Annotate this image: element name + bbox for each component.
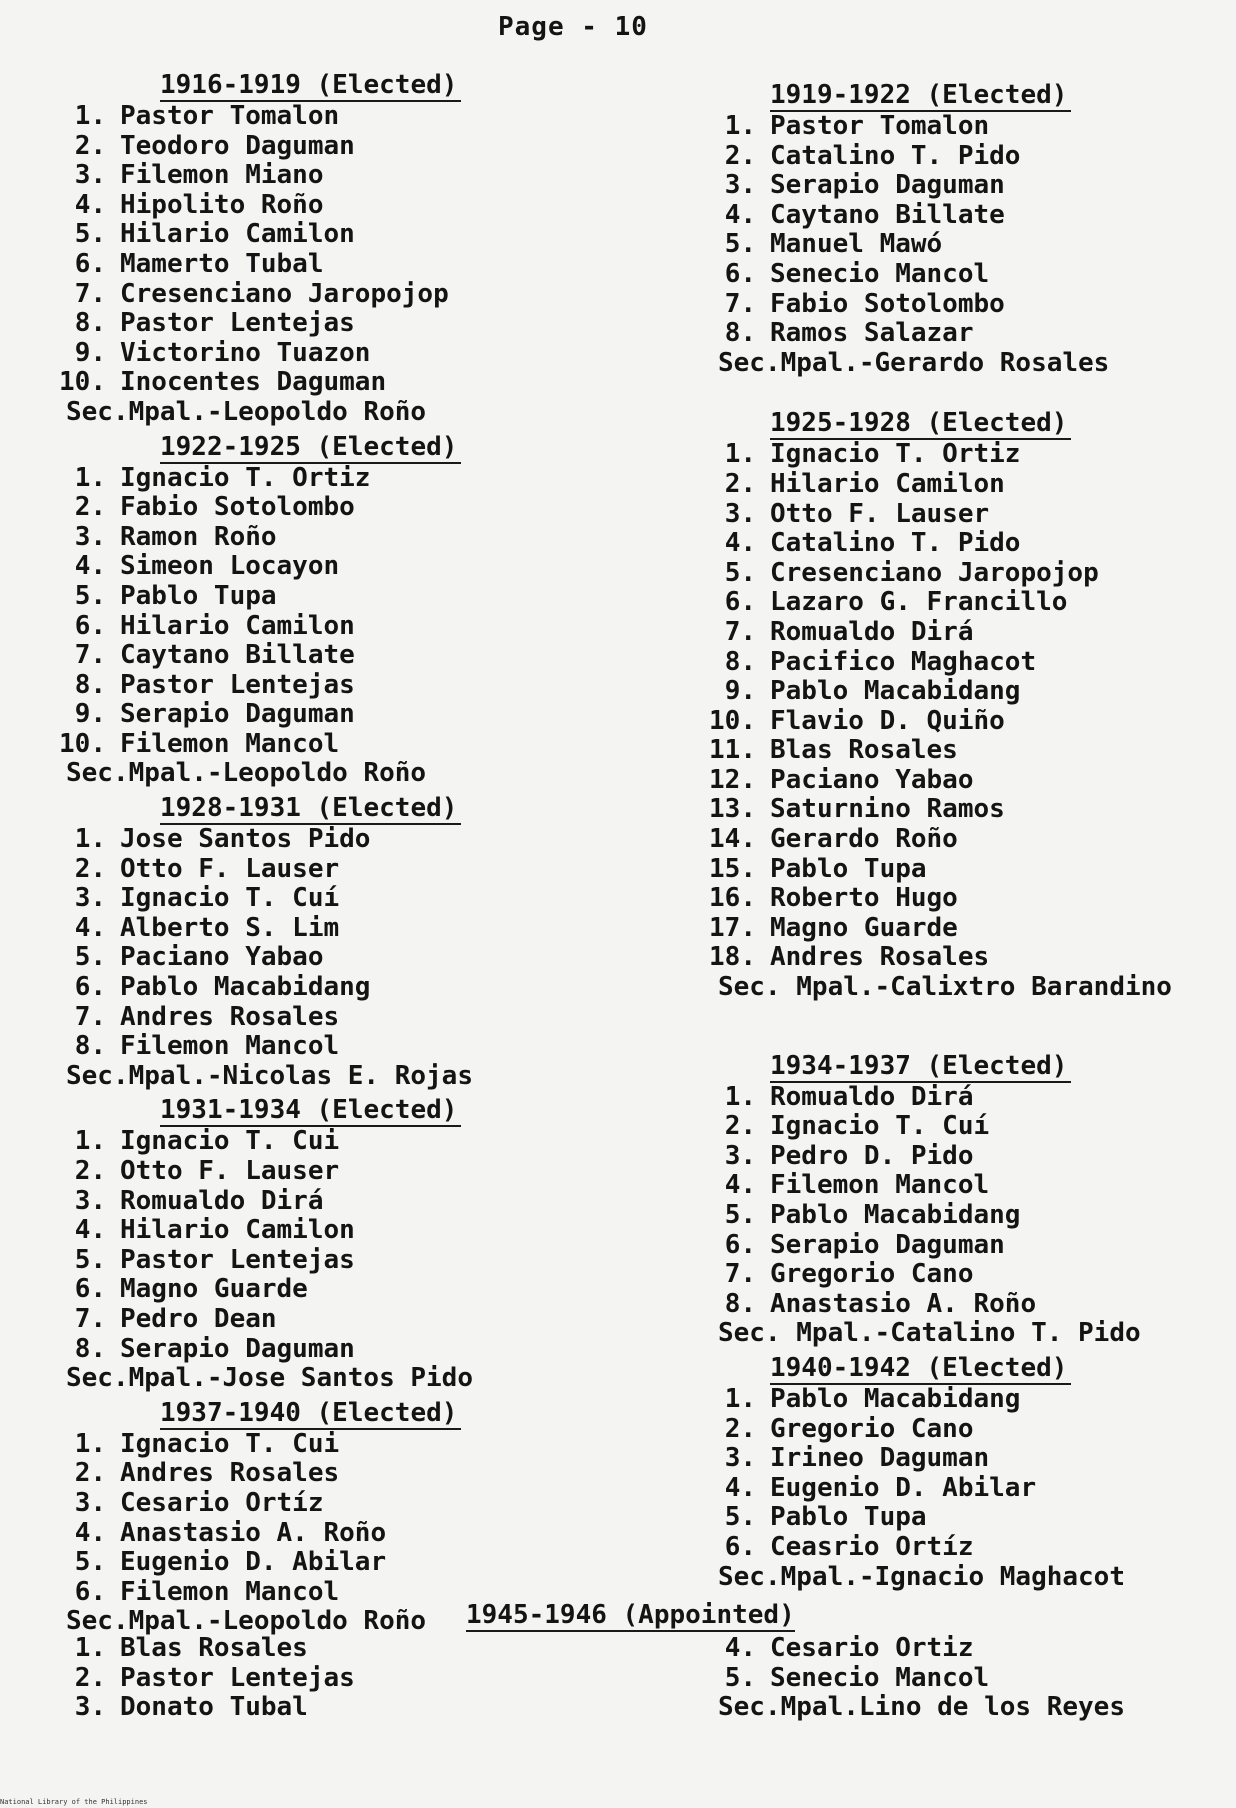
member-number: 8.: [724, 1288, 756, 1319]
member-name: Paciano Yabao: [770, 764, 974, 795]
member-name: Magno Guarde: [770, 912, 958, 943]
member-number: 4.: [74, 912, 106, 943]
member-row: [50, 1187, 610, 1217]
member-row: [700, 142, 1236, 172]
member-number: 2.: [74, 1458, 106, 1489]
member-name: Simeon Locayon: [120, 551, 340, 582]
member-number: 1.: [74, 1126, 106, 1157]
member-number: 6.: [74, 1576, 106, 1607]
member-number: 6.: [74, 248, 106, 279]
member-row: [50, 1693, 610, 1723]
member-name: Catalino T. Pido: [770, 140, 1021, 171]
term-heading: 1925-1928 (Elected): [770, 408, 1071, 440]
member-row: [50, 1246, 610, 1276]
member-name: Pastor Lentejas: [120, 1662, 355, 1693]
member-name: Romualdo Dirá: [770, 1081, 974, 1112]
member-number: 5.: [74, 942, 106, 973]
member-name: Anastasio A. Roño: [120, 1517, 387, 1548]
member-row: [700, 884, 1236, 914]
member-number: 6.: [724, 1531, 756, 1562]
municipal-secretary: Sec. Mpal.-Catalino T. Pido: [718, 1318, 1141, 1349]
archive-footer: National Library of the Philippines: [0, 1798, 148, 1806]
member-name: Ignacio T. Cuí: [120, 883, 340, 914]
member-number: 7.: [74, 640, 106, 671]
right-column: [700, 80, 1236, 1596]
member-name: Filemon Mancol: [120, 1576, 340, 1607]
member-row: [50, 825, 610, 855]
member-name: Roberto Hugo: [770, 883, 958, 914]
member-row: [700, 230, 1236, 260]
member-number: 3.: [74, 160, 106, 191]
member-row: [50, 1519, 610, 1549]
member-number: 2.: [74, 853, 106, 884]
member-name: Senecio Mancol: [770, 258, 990, 289]
member-number: 5.: [74, 1244, 106, 1275]
member-name: Pedro Dean: [120, 1303, 277, 1334]
member-name: Serapio Daguman: [770, 170, 1005, 201]
member-name: Mamerto Tubal: [120, 248, 324, 279]
member-name: Blas Rosales: [120, 1633, 308, 1663]
member-row: [50, 1459, 610, 1489]
member-name: Pablo Tupa: [770, 1502, 927, 1533]
term-heading: 1919-1922 (Elected): [770, 80, 1071, 112]
member-row: [700, 1533, 1236, 1563]
member-row: [50, 1335, 610, 1365]
member-name: Pedro D. Pido: [770, 1140, 974, 1171]
member-name: Inocentes Daguman: [120, 367, 387, 398]
member-number: 8.: [74, 1031, 106, 1062]
member-name: Catalino T. Pido: [770, 528, 1021, 559]
member-name: Flavio D. Quiño: [770, 705, 1005, 736]
member-row: [50, 493, 610, 523]
member-number: 10.: [709, 705, 756, 736]
member-number: 2.: [724, 140, 756, 171]
member-number: 3.: [74, 521, 106, 552]
final-section-left-list: [50, 1634, 610, 1723]
member-name: Hipolito Roño: [120, 189, 324, 220]
member-name: Gerardo Roño: [770, 824, 958, 855]
member-row: [700, 795, 1236, 825]
member-row: [700, 260, 1236, 290]
member-row: [50, 943, 610, 973]
member-name: Filemon Miano: [120, 160, 324, 191]
municipal-secretary: Sec.Mpal.-Jose Santos Pido: [66, 1363, 473, 1394]
municipal-secretary: Sec.Mpal.-Leopoldo Roño: [66, 396, 427, 427]
member-row: [700, 529, 1236, 559]
member-name: Gregorio Cano: [770, 1413, 974, 1444]
member-number: 1.: [724, 439, 756, 470]
member-name: Serapio Daguman: [120, 699, 355, 730]
member-number: 1.: [74, 1428, 106, 1459]
member-number: 11.: [709, 735, 756, 766]
member-row: [50, 368, 610, 398]
page-label: Page - 10: [498, 12, 648, 42]
member-name: Otto F. Lauser: [120, 853, 340, 884]
member-number: 2.: [724, 468, 756, 499]
member-row: [700, 1474, 1236, 1504]
member-number: 3.: [74, 883, 106, 914]
member-name: Manuel Mawó: [770, 229, 943, 260]
member-row: [50, 339, 610, 369]
member-row: [50, 914, 610, 944]
member-name: Ramon Roño: [120, 521, 277, 552]
member-name: Eugenio D. Abilar: [770, 1472, 1037, 1503]
member-number: 18.: [709, 942, 756, 973]
member-name: Pablo Macabidang: [770, 1383, 1021, 1414]
member-number: 6.: [74, 610, 106, 641]
member-number: 12.: [709, 764, 756, 795]
member-name: Senecio Mancol: [770, 1662, 990, 1693]
member-name: Ignacio T. Cui: [120, 1126, 340, 1157]
member-row: [50, 700, 610, 730]
member-name: Ignacio T. Cui: [120, 1428, 340, 1459]
member-number: 7.: [74, 278, 106, 309]
member-name: Hilario Camilon: [120, 219, 355, 250]
member-number: 1.: [74, 1633, 106, 1663]
member-name: Caytano Billate: [120, 640, 355, 671]
member-number: 1.: [74, 462, 106, 493]
member-row: [50, 1548, 610, 1578]
member-name: Pablo Tupa: [120, 580, 277, 611]
member-name: Otto F. Lauser: [120, 1156, 340, 1186]
term-section: [700, 408, 1236, 1002]
member-number: 8.: [74, 1333, 106, 1364]
member-row: [50, 102, 610, 132]
term-heading: 1922-1925 (Elected): [160, 432, 461, 464]
member-name: Hilario Camilon: [120, 610, 355, 641]
member-number: 9.: [724, 676, 756, 707]
term-heading: 1928-1931 (Elected): [160, 793, 461, 825]
member-row: [700, 677, 1236, 707]
member-number: 1.: [724, 111, 756, 141]
member-name: Pacifico Maghacot: [770, 646, 1037, 677]
member-number: 8.: [74, 669, 106, 700]
municipal-secretary: Sec.Mpal.-Leopoldo Roño: [66, 758, 427, 789]
member-name: Otto F. Lauser: [770, 498, 990, 529]
member-number: 10.: [59, 728, 106, 759]
member-number: 6.: [724, 587, 756, 618]
member-number: 3.: [74, 1692, 106, 1723]
member-name: Serapio Daguman: [770, 1229, 1005, 1260]
member-name: Pastor Tomalon: [770, 111, 990, 141]
member-row: [700, 588, 1236, 618]
member-name: Filemon Mancol: [770, 1170, 990, 1201]
member-name: Cesario Ortiz: [770, 1633, 974, 1663]
member-number: 8.: [724, 318, 756, 349]
member-row: [50, 671, 610, 701]
member-name: Victorino Tuazon: [120, 337, 371, 368]
member-row: [700, 290, 1236, 320]
member-row: [700, 171, 1236, 201]
term-section: [700, 80, 1236, 378]
member-name: Romualdo Dirá: [770, 616, 974, 647]
member-name: Caytano Billate: [770, 199, 1005, 230]
member-row: [700, 559, 1236, 589]
term-heading: 1937-1940 (Elected): [160, 1398, 461, 1430]
member-number: 4.: [724, 1633, 756, 1663]
member-number: 4.: [74, 1517, 106, 1548]
member-number: 6.: [724, 258, 756, 289]
term-section: [700, 1353, 1236, 1592]
term-heading: 1916-1919 (Elected): [160, 70, 461, 102]
member-name: Pastor Tomalon: [120, 101, 340, 131]
member-row: [700, 201, 1236, 231]
member-row: [50, 280, 610, 310]
term-section: [50, 432, 610, 790]
member-name: Pablo Macabidang: [120, 972, 371, 1003]
member-number: 6.: [74, 1274, 106, 1305]
member-number: 14.: [709, 824, 756, 855]
member-name: Ignacio T. Ortiz: [770, 439, 1021, 470]
member-row: [50, 884, 610, 914]
member-number: 2.: [74, 492, 106, 523]
member-number: 2.: [74, 1662, 106, 1693]
member-row: [50, 1275, 610, 1305]
member-row: [50, 1664, 610, 1694]
municipal-secretary: Sec.Mpal.-Gerardo Rosales: [718, 347, 1110, 378]
member-number: 5.: [724, 1502, 756, 1533]
member-name: Gregorio Cano: [770, 1259, 974, 1290]
member-row: [50, 552, 610, 582]
member-row: [700, 707, 1236, 737]
member-number: 1.: [724, 1081, 756, 1112]
member-row: [50, 309, 610, 339]
member-number: 7.: [74, 1303, 106, 1334]
member-number: 5.: [74, 1547, 106, 1578]
member-number: 6.: [74, 972, 106, 1003]
member-name: Fabio Sotolombo: [120, 492, 355, 523]
member-name: Cresenciano Jaropojop: [770, 557, 1099, 588]
member-row: [50, 1157, 610, 1187]
member-number: 7.: [724, 1259, 756, 1290]
term-section: [50, 1095, 610, 1393]
member-name: Hilario Camilon: [770, 468, 1005, 499]
member-row: [700, 319, 1236, 349]
member-row: [50, 1430, 610, 1460]
member-number: 1.: [74, 824, 106, 855]
member-name: Ramos Salazar: [770, 318, 974, 349]
member-name: Filemon Mancol: [120, 1031, 340, 1062]
member-row: [700, 1415, 1236, 1445]
member-row: [50, 132, 610, 162]
member-row: [700, 1231, 1236, 1261]
member-row: [50, 1305, 610, 1335]
member-row: [700, 470, 1236, 500]
member-row: [700, 1634, 1236, 1664]
member-row: [50, 1634, 610, 1664]
member-row: [50, 161, 610, 191]
member-number: 1.: [74, 101, 106, 131]
term-section: [50, 70, 610, 428]
member-row: [700, 500, 1236, 530]
member-number: 3.: [724, 498, 756, 529]
member-name: Serapio Daguman: [120, 1333, 355, 1364]
section-heading-1945-1946: 1945-1946 (Appointed): [466, 1600, 795, 1630]
member-number: 5.: [724, 1662, 756, 1693]
member-name: Hilario Camilon: [120, 1215, 355, 1246]
member-row: [700, 1142, 1236, 1172]
member-row: [50, 730, 610, 760]
member-row: [700, 1112, 1236, 1142]
member-name: Ignacio T. Cuí: [770, 1111, 990, 1142]
member-row: [700, 736, 1236, 766]
member-row: [700, 825, 1236, 855]
member-name: Saturnino Ramos: [770, 794, 1005, 825]
member-name: Alberto S. Lim: [120, 912, 340, 943]
member-row: [700, 1444, 1236, 1474]
member-number: 2.: [724, 1111, 756, 1142]
member-number: 5.: [724, 229, 756, 260]
member-number: 4.: [74, 1215, 106, 1246]
member-row: [700, 112, 1236, 142]
member-row: [700, 766, 1236, 796]
member-number: 3.: [724, 170, 756, 201]
member-name: Teodoro Daguman: [120, 130, 355, 161]
member-number: 7.: [724, 288, 756, 319]
member-name: Cesario Ortíz: [120, 1487, 324, 1518]
member-number: 16.: [709, 883, 756, 914]
municipal-secretary: Sec. Mpal.-Calixtro Barandino: [718, 972, 1172, 1003]
member-number: 9.: [74, 699, 106, 730]
member-number: 17.: [709, 912, 756, 943]
member-number: 1.: [724, 1383, 756, 1414]
member-row: [50, 855, 610, 885]
member-row: [50, 973, 610, 1003]
member-name: Paciano Yabao: [120, 942, 324, 973]
member-row: [700, 648, 1236, 678]
member-number: 15.: [709, 853, 756, 884]
member-number: 5.: [74, 219, 106, 250]
member-row: [700, 440, 1236, 470]
member-name: Ceasrio Ortíz: [770, 1531, 974, 1562]
member-row: [700, 1171, 1236, 1201]
member-number: 3.: [74, 1185, 106, 1216]
member-row: [700, 1664, 1236, 1694]
member-number: 5.: [724, 557, 756, 588]
term-heading: 1934-1937 (Elected): [770, 1051, 1071, 1083]
member-number: 4.: [724, 1170, 756, 1201]
member-number: 2.: [74, 130, 106, 161]
member-name: Andres Rosales: [770, 942, 990, 973]
municipal-secretary: Sec.Mpal.-Leopoldo Roño: [66, 1606, 427, 1637]
member-name: Cresenciano Jaropojop: [120, 278, 449, 309]
member-row: [700, 855, 1236, 885]
member-row: [50, 1032, 610, 1062]
member-row: [50, 250, 610, 280]
member-row: [50, 523, 610, 553]
member-name: Fabio Sotolombo: [770, 288, 1005, 319]
member-number: 6.: [724, 1229, 756, 1260]
member-name: Blas Rosales: [770, 735, 958, 766]
member-row: [50, 612, 610, 642]
member-row: [50, 641, 610, 671]
member-name: Pastor Lentejas: [120, 669, 355, 700]
member-name: Pablo Tupa: [770, 853, 927, 884]
municipal-secretary: Sec.Mpal.-Nicolas E. Rojas: [66, 1060, 473, 1091]
member-number: 3.: [724, 1140, 756, 1171]
member-name: Irineo Daguman: [770, 1443, 990, 1474]
member-number: 7.: [724, 616, 756, 647]
member-number: 4.: [724, 199, 756, 230]
member-row: [700, 914, 1236, 944]
member-name: Ignacio T. Ortiz: [120, 462, 371, 493]
member-row: [50, 1003, 610, 1033]
municipal-secretary: Sec.Mpal.Lino de los Reyes: [718, 1692, 1125, 1723]
member-name: Pablo Macabidang: [770, 1200, 1021, 1230]
member-row: [700, 1385, 1236, 1415]
member-row: [50, 1216, 610, 1246]
member-number: 4.: [74, 189, 106, 220]
term-heading: 1940-1942 (Elected): [770, 1353, 1071, 1385]
member-number: 7.: [74, 1001, 106, 1032]
member-number: 10.: [59, 367, 106, 398]
member-name: Donato Tubal: [120, 1692, 308, 1723]
member-number: 4.: [724, 1472, 756, 1503]
member-row: [50, 191, 610, 221]
member-name: Magno Guarde: [120, 1274, 308, 1305]
member-number: 13.: [709, 794, 756, 825]
left-column: [50, 70, 610, 1641]
member-number: 3.: [74, 1487, 106, 1518]
term-section: [50, 793, 610, 1091]
member-row: [700, 618, 1236, 648]
member-row: [50, 220, 610, 250]
member-name: Pastor Lentejas: [120, 1244, 355, 1275]
municipal-secretary: Sec.Mpal.-Ignacio Maghacot: [718, 1561, 1125, 1592]
member-number: 5.: [74, 580, 106, 611]
member-name: Filemon Mancol: [120, 728, 340, 759]
term-section: [700, 1051, 1236, 1349]
member-number: 8.: [724, 646, 756, 677]
member-name: Andres Rosales: [120, 1458, 340, 1489]
member-number: 2.: [724, 1413, 756, 1444]
member-number: 5.: [724, 1200, 756, 1230]
member-number: 8.: [74, 308, 106, 339]
member-row: [50, 1127, 610, 1157]
member-row: [700, 1290, 1236, 1320]
member-number: 4.: [74, 551, 106, 582]
member-name: Pablo Macabidang: [770, 676, 1021, 707]
member-row: [700, 1260, 1236, 1290]
member-number: 3.: [724, 1443, 756, 1474]
member-row: [50, 464, 610, 494]
member-name: Pastor Lentejas: [120, 308, 355, 339]
member-name: Lazaro G. Francillo: [770, 587, 1068, 618]
member-name: Romualdo Dirá: [120, 1185, 324, 1216]
member-number: 9.: [74, 337, 106, 368]
member-row: [50, 582, 610, 612]
member-name: Eugenio D. Abilar: [120, 1547, 387, 1578]
member-number: 2.: [74, 1156, 106, 1186]
member-row: [50, 1489, 610, 1519]
member-row: [700, 943, 1236, 973]
member-name: Jose Santos Pido: [120, 824, 371, 855]
member-row: [700, 1503, 1236, 1533]
final-section-right-list: [700, 1634, 1236, 1723]
member-name: Anastasio A. Roño: [770, 1288, 1037, 1319]
member-name: Andres Rosales: [120, 1001, 340, 1032]
member-number: 4.: [724, 528, 756, 559]
term-heading: 1931-1934 (Elected): [160, 1095, 461, 1127]
member-row: [700, 1083, 1236, 1113]
member-row: [700, 1201, 1236, 1231]
